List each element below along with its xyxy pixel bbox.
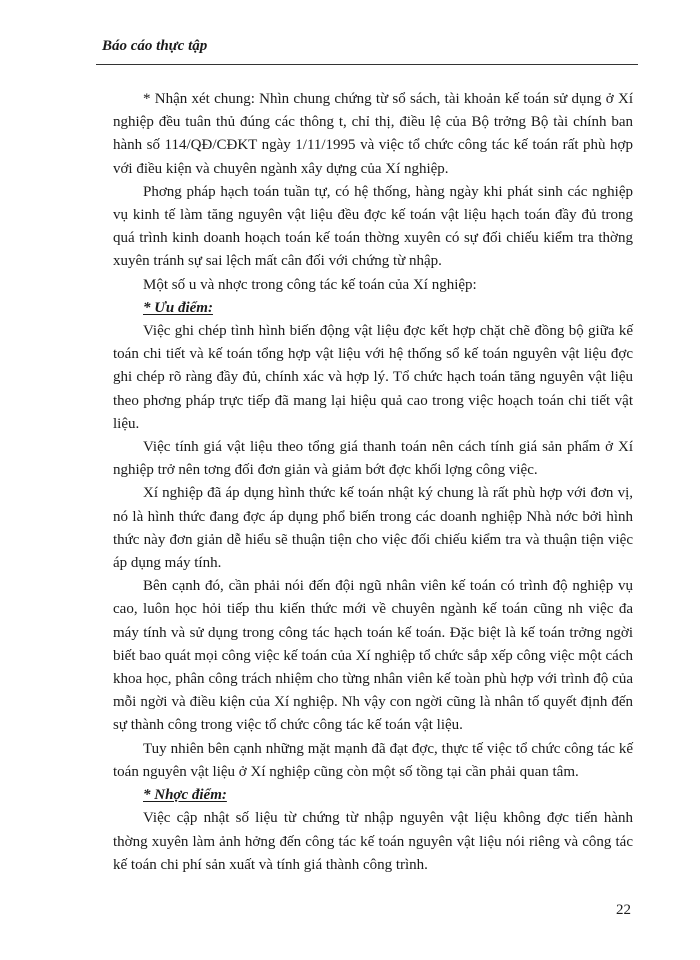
paragraph-advantage-recording: Việc ghi chép tình hình biến động vật liệu đợc kết hợp chặt chẽ đồng bộ giữa kế toán chi tiết và kế toán tổng hợp vật liệu với hệ thống sổ kế toán nguyên vật liệu đợc ghi chép rõ ràng đầy đủ, chính xác và hợp lý. Tổ chức hạch toán tăng nguyên vật liệu theo phơng pháp trực tiếp đã mang lại hiệu quả cao trong việc hoạch toán chi tiết vật liệu. (113, 323, 633, 432)
paragraph-shortcomings-intro: Tuy nhiên bên cạnh những mặt mạnh đã đạt đợc, thực tế việc tổ chức công tác kế toán nguyên vật liệu ở Xí nghiệp cũng còn một số tồng tại cần phải quan tâm. (113, 740, 633, 780)
paragraph-advantage-staff: Bên cạnh đó, cần phải nói đến đội ngũ nhân viên kế toán có trình độ nghiệp vụ cao, luôn học hỏi tiếp thu kiến thức mới về chuyên ngành kế toán cũng nh việc đa máy tính và sử dụng trong công tác hạch toán kế toán. Đặc biệt là kế toán trởng ngời biết bao quát mọi công việc kế toán của Xí nghiệp tổ chức sắp xếp công việc một cách khoa học, phân công trách nhiệm cho từng nhân viên kế toàn phù hợp với trình độ của mỗi ngời và điều kiện của Xí nghiệp. Nh vậy con ngời cũng là nhân tố quyết định đến sự thành công trong việc tổ chức công tác kế toán vật liệu. (113, 578, 633, 734)
document-body (113, 88, 633, 877)
heading-advantages: * Ưu điểm: (143, 299, 213, 316)
paragraph-advantage-journal: Xí nghiệp đã áp dụng hình thức kế toán nhật ký chung là rất phù hợp với đơn vị, nó là hình thức đang đợc áp dụng phổ biến trong các doanh nghiệp Nhà nớc bởi hình thức này đơn giản dễ hiểu sẽ thuận tiện cho việc đối chiếu kiểm tra và thuận tiện việc áp dụng máy tính. (113, 485, 633, 572)
heading-disadvantages: * Nhợc điểm: (143, 787, 227, 804)
paragraph-pros-cons-intro: Một số u và nhợc trong công tác kế toán của Xí nghiệp: (143, 276, 477, 293)
header-divider (96, 64, 638, 65)
document-header-title: Báo cáo thực tập (102, 38, 208, 54)
paragraph-accounting-method: Phơng pháp hạch toán tuần tự, có hệ thống, hàng ngày khi phát sinh các nghiệp vụ kinh tế làm tăng nguyên vật liệu đều đợc kế toán vật liệu hạch toán đầy đủ trong quá trình kinh doanh hoạch toán kế toán thờng xuyên có sự đối chiếu kiểm tra thờng xuyên tránh sự sai lệch mất cân đối với chứng từ nhập. (113, 183, 633, 270)
paragraph-general-remark: * Nhận xét chung: Nhìn chung chứng từ sổ sách, tài khoản kế toán sử dụng ở Xí nghiệp đều tuân thủ đúng các thông t, chỉ thị, điều lệ của Bộ trởng Bộ tài chính ban hành số 114/QĐ/CĐKT ngày 1/11/1995 và việc tổ chức công tác kế toán rất phù hợp với điều kiện và chuyên ngành xây dựng của Xí nghiệp. (113, 91, 633, 177)
page-number: 22 (616, 902, 631, 918)
paragraph-disadvantage-update: Việc cập nhật số liệu từ chứng từ nhập nguyên vật liệu không đợc tiến hành thờng xuyên làm ảnh hởng đến công tác kế toán nguyên vật liệu nói riêng và công tác kế toán chi phí sản xuất và tính giá thành công trình. (113, 810, 633, 873)
paragraph-advantage-pricing: Việc tính giá vật liệu theo tổng giá thanh toán nên cách tính giá sản phẩm ở Xí nghiệp trở nên tơng đối đơn giản và giảm bớt đợc khối lợng công việc. (113, 439, 633, 479)
